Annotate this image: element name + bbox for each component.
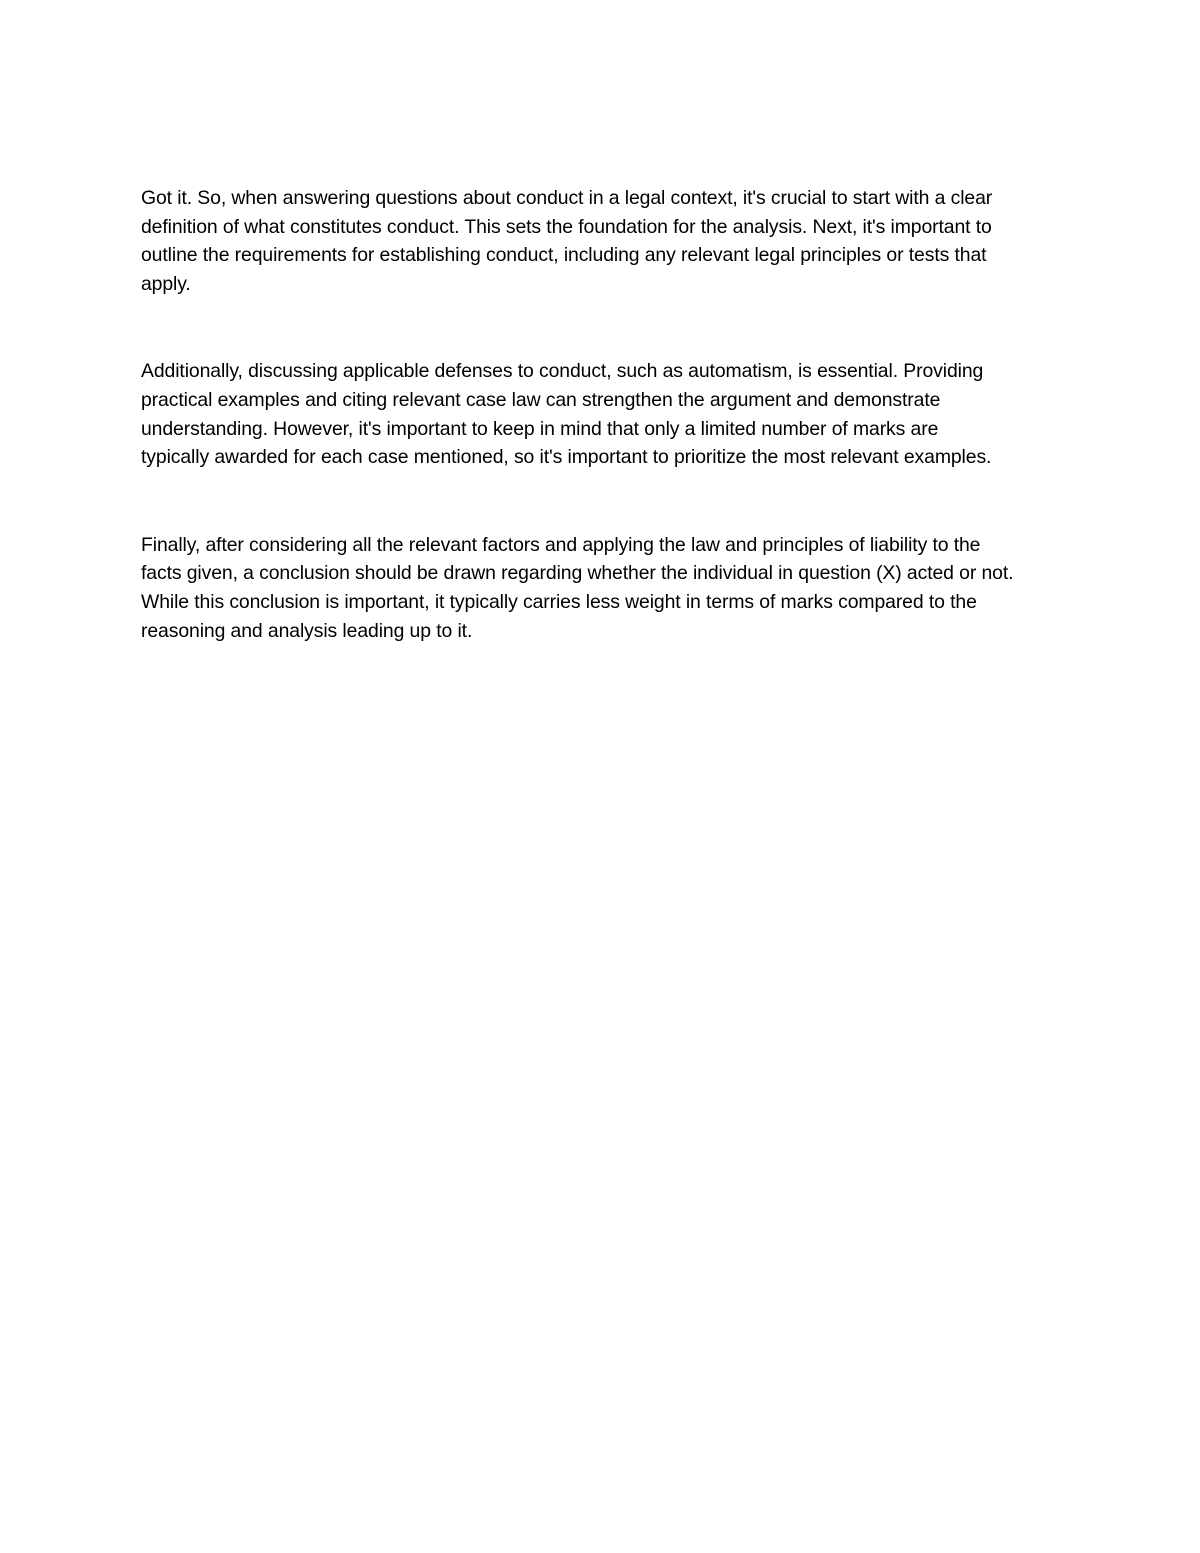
paragraph-line: practical examples and citing relevant case law can strengthen the argument and demonstrate xyxy=(141,389,941,412)
paragraph-line: Got it. So, when answering questions about conduct in a legal context, it's crucial to start with a clear xyxy=(141,187,993,209)
paragraph-line: Additionally, discussing applicable defenses to conduct, such as automatism, is essential. Providing xyxy=(141,360,984,383)
document-body xyxy=(141,184,1051,645)
paragraph-line: While this conclusion is important, it typically carries less weight in terms of marks compared to the xyxy=(141,591,977,614)
paragraph-2 xyxy=(141,357,1051,472)
paragraph-line: apply. xyxy=(141,273,191,296)
paragraph-line: Finally, after considering all the relevant factors and applying the law and principles of liability to the xyxy=(141,533,981,556)
paragraph-line: outline the requirements for establishing conduct, including any relevant legal principles or tests that xyxy=(141,244,987,267)
paragraph-line: understanding. However, it's important to keep in mind that only a limited number of marks are xyxy=(141,417,939,440)
paragraph-line: facts given, a conclusion should be drawn regarding whether the individual in question (X) acted or not. xyxy=(141,562,1014,585)
paragraph-line: typically awarded for each case mentioned, so it's important to prioritize the most relevant examples. xyxy=(141,446,992,469)
paragraph-1 xyxy=(141,184,1051,299)
paragraph-line: reasoning and analysis leading up to it. xyxy=(141,619,473,642)
paragraph-line: definition of what constitutes conduct. This sets the foundation for the analysis. Next, it's important to xyxy=(141,215,992,238)
paragraph-3 xyxy=(141,531,1051,646)
